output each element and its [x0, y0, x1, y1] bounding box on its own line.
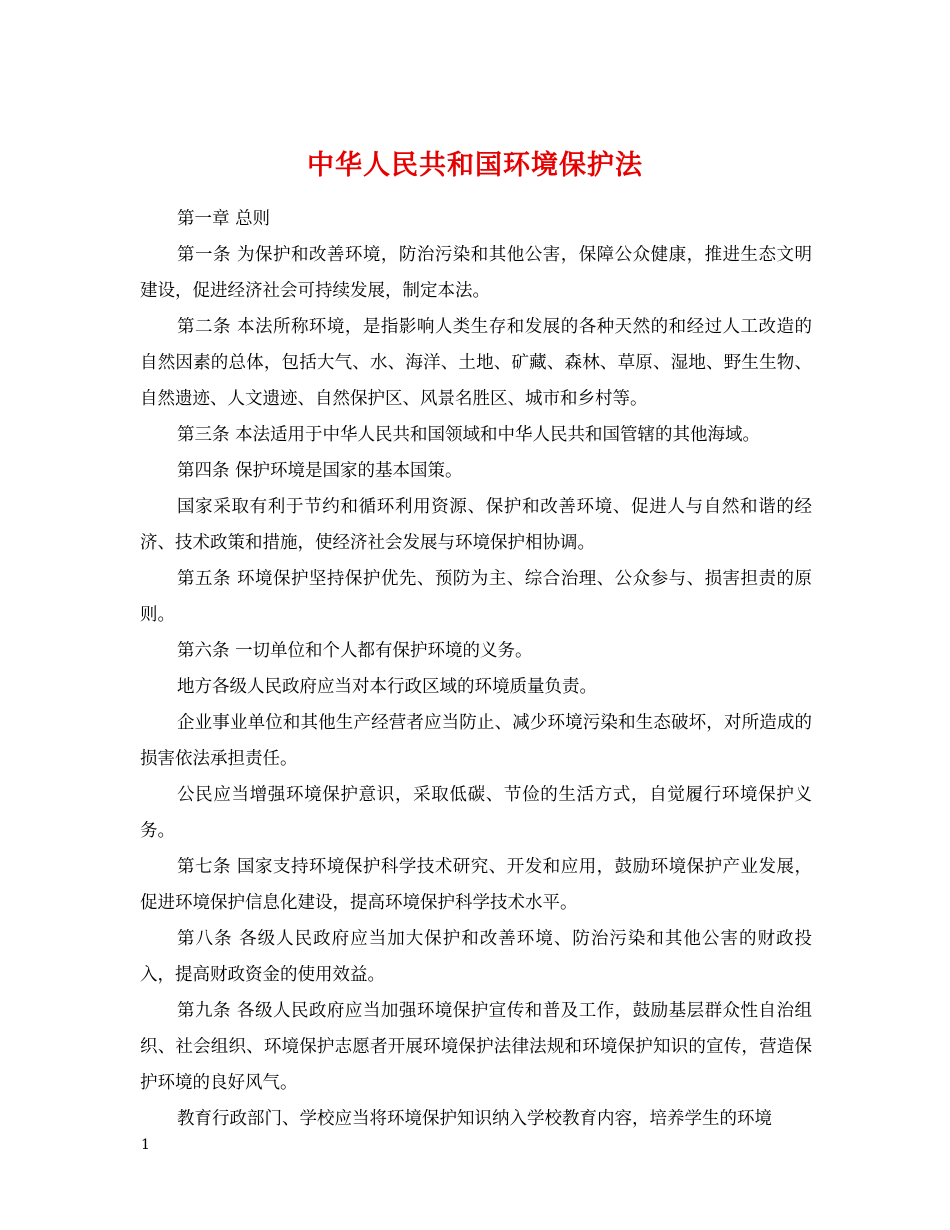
article-8-paragraph: 第八条 各级人民政府应当加大保护和改善环境、防治污染和其他公害的财政投入，提高财政资金的使用效益。	[140, 929, 812, 985]
article-4-clause-2: 国家采取有利于节约和循环利用资源、保护和改善环境、促进人与自然和谐的经济、技术政策和措施，使经济社会发展与环境保护相协调。	[140, 497, 812, 553]
chapter-heading: 第一章 总则	[177, 209, 271, 229]
article-5-paragraph: 第五条 环境保护坚持保护优先、预防为主、综合治理、公众参与、损害担责的原则。	[140, 569, 812, 625]
article-1-paragraph: 第一条 为保护和改善环境，防治污染和其他公害，保障公众健康，推进生态文明建设，促进经济社会可持续发展，制定本法。	[140, 245, 812, 301]
article-4-paragraph: 第四条 保护环境是国家的基本国策。	[177, 461, 463, 481]
article-6-clause-4: 公民应当增强环境保护意识，采取低碳、节俭的生活方式，自觉履行环境保护义务。	[140, 785, 812, 841]
article-7-paragraph: 第七条 国家支持环境保护科学技术研究、开发和应用，鼓励环境保护产业发展，促进环境保护信息化建设，提高环境保护科学技术水平。	[140, 857, 812, 913]
article-9-clause-2: 教育行政部门、学校应当将环境保护知识纳入学校教育内容，培养学生的环境	[177, 1109, 772, 1129]
document-title: 中华人民共和国环境保护法	[307, 150, 643, 182]
article-6-paragraph: 第六条 一切单位和个人都有保护环境的义务。	[177, 641, 533, 661]
article-2-paragraph: 第二条 本法所称环境，是指影响人类生存和发展的各种天然的和经过人工改造的自然因素的总体，包括大气、水、海洋、土地、矿藏、森林、草原、湿地、野生生物、自然遗迹、人文遗迹、自然保护区、风景名胜区、城市和乡村等。	[140, 317, 812, 409]
article-6-clause-3: 企业事业单位和其他生产经营者应当防止、减少环境污染和生态破坏，对所造成的损害依法承担责任。	[140, 713, 812, 769]
article-9-paragraph: 第九条 各级人民政府应当加强环境保护宣传和普及工作，鼓励基层群众性自治组织、社会组织、环境保护志愿者开展环境保护法律法规和环境保护知识的宣传，营造保护环境的良好风气。	[140, 1001, 812, 1093]
document-body	[140, 201, 812, 1137]
article-3-paragraph: 第三条 本法适用于中华人民共和国领域和中华人民共和国管辖的其他海域。	[177, 425, 761, 445]
article-6-clause-2: 地方各级人民政府应当对本行政区域的环境质量负责。	[177, 677, 597, 697]
page-number: 1	[141, 1137, 150, 1153]
